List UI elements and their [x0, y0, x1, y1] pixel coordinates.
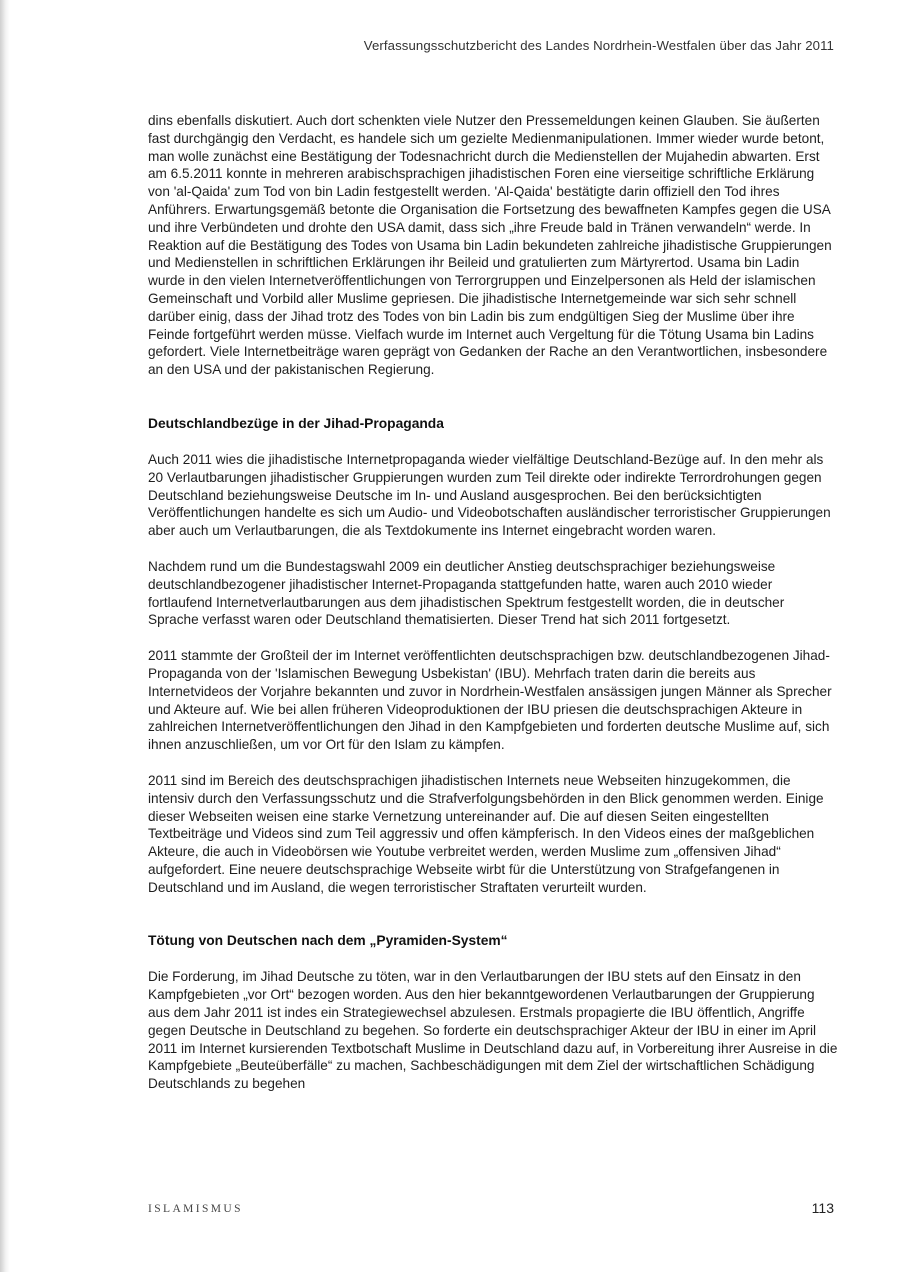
body-paragraph: 2011 stammte der Großteil der im Internet veröffentlichten deutschsprachigen bzw. deutschlandbezogenen Jihad-Propaganda von der 'Islamischen Bewegung Usbekistan' (IBU). Mehrfach traten darin die bereits aus Internetvideos der Vorjahre bekannten und zuvor in Nordrhein-Westfalen ansässigen jungen Männer als Sprecher und Akteure auf. Wie bei allen früheren Videoproduktionen der IBU priesen die deutschsprachigen Akteure in zahlreichen Internetveröffentlichungen den Jihad in den Kampfgebieten und forderten deutsche Muslime auf, sich ihnen anzuschließen, um vor Ort für den Islam zu kämpfen.	[148, 648, 832, 753]
body-paragraph: Auch 2011 wies die jihadistische Internetpropaganda wieder vielfältige Deutschland-Bezüge auf. In den mehr als 20 Verlautbarungen jihadistischer Gruppierungen wurden zum Teil direkte oder indirekte Terrordrohungen gegen Deutschland beziehungsweise Deutsche im In- und Ausland ausgesprochen. Bei den berücksichtigten Veröffentlichungen handelte es sich um Audio- und Videobotschaften ausländischer terroristischer Gruppierungen aber auch um Verlautbarungen, die als Textdokumente ins Internet eingebracht worden waren.	[148, 451, 831, 539]
section-heading-deutschlandbezuege: Deutschlandbezüge in der Jihad-Propaganda	[148, 415, 444, 431]
body-paragraph: Die Forderung, im Jihad Deutsche zu töten, war in den Verlautbarungen der IBU stets auf den Einsatz in den Kampfgebieten „vor Ort“ bezogen worden. Aus den hier bekanntgewordenen Verlautbarungen der Gruppierung aus dem Jahr 2011 ist indes ein Strategiewechsel abzulesen. Erstmals propagierte die IBU öffentlich, Angriffe gegen Deutsche in Deutschland zu begehen. So forderte ein deutschsprachiger Akteur der IBU in einer im April 2011 im Internet kursierenden Textbotschaft Muslime in Deutschland dazu auf, in Vorbereitung ihrer Ausreise in die Kampfgebiete „Beuteüberfälle“ zu machen, Sachbeschädigungen mit dem Ziel der wirtschaftlichen Schädigung Deutschlands zu begehen	[148, 969, 838, 1092]
section-heading-pyramiden-system: Tötung von Deutschen nach dem „Pyramiden-System“	[148, 933, 508, 949]
intro-paragraph: dins ebenfalls diskutiert. Auch dort schenkten viele Nutzer den Pressemeldungen keinen Glauben. Sie äußerten fast durchgängig den Verdacht, es handele sich um gezielte Medienmanipulationen. Immer wieder wurde betont, man wolle zunächst eine Bestätigung der Todesnachricht durch die Medienstellen der Mujahedin abwarten. Erst am 6.5.2011 konnte in mehreren arabischsprachigen jihadistischen Foren eine vierseitige schriftliche Erklärung von 'al-Qaida' zum Tod von bin Ladin festgestellt werden. 'Al-Qaida' bestätigte darin offiziell den Tod ihres Anführers. Erwartungsgemäß betonte die Organisation die Fortsetzung des bewaffneten Kampfes gegen die USA und ihre Verbündeten und drohte den USA damit, dass sich „ihre Freude bald in Tränen verwandeln“ werde. In Reaktion auf die Bestätigung des Todes von Usama bin Ladin bekundeten zahlreiche jihadistische Gruppierungen und Medienstellen in schriftlichen Erklärungen ihr Beileid und gratulierten zum Märtyrertod. Usama bin Ladin wurde in den vielen Internetveröffentlichungen von Terrorgruppen und Einzelpersonen als Held der islamischen Gemeinschaft und Vorbild aller Muslime gepriesen. Die jihadistische Internetgemeinde war sich sehr schnell darüber einig, dass der Jihad trotz des Todes von bin Ladin bis zum endgültigen Sieg der Muslime über ihre Feinde fortgeführt werden müsse. Vielfach wurde im Internet auch Vergeltung für die Tötung Usama bin Ladins gefordert. Viele Internetbeiträge waren geprägt von Gedanken der Rache an den Verantwortlichen, insbesondere an den USA und der pakistanischen Regierung.	[148, 113, 832, 378]
body-paragraph: Nachdem rund um die Bundestagswahl 2009 ein deutlicher Anstieg deutschsprachiger beziehungsweise deutschlandbezogener jihadistischer Internet-Propaganda stattgefunden hatte, waren auch 2010 wieder fortlaufend Internetverlautbarungen aus dem jihadistischen Spektrum festgestellt worden, die in deutscher Sprache verfasst waren oder Deutschland thematisierten. Dieser Trend hat sich 2011 fortgesetzt.	[148, 558, 785, 628]
scan-edge-shadow	[0, 0, 10, 1272]
page-body	[148, 112, 838, 1093]
body-paragraph: 2011 sind im Bereich des deutschsprachigen jihadistischen Internets neue Webseiten hinzugekommen, die intensiv durch den Verfassungsschutz und die Strafverfolgungsbehörden in den Blick genommen werden. Einige dieser Webseiten weisen eine starke Vernetzung untereinander auf. Die auf diesen Seiten eingestellten Textbeiträge und Videos sind zum Teil aggressiv und offen kämpferisch. In den Videos eines der maßgeblichen Akteure, die auch in Videobörsen wie Youtube verbreitet werden, werden Muslime zum „offensiven Jihad“ aufgefordert. Eine neuere deutschsprachige Webseite wirbt für die Unterstützung von Strafgefangenen in Deutschland und im Ausland, die wegen terroristischer Straftaten verurteilt wurden.	[148, 772, 824, 895]
page-number: 113	[811, 1200, 834, 1216]
running-header: Verfassungsschutzbericht des Landes Nordrhein-Westfalen über das Jahr 2011	[363, 38, 834, 53]
footer-section-label: ISLAMISMUS	[148, 1203, 243, 1215]
